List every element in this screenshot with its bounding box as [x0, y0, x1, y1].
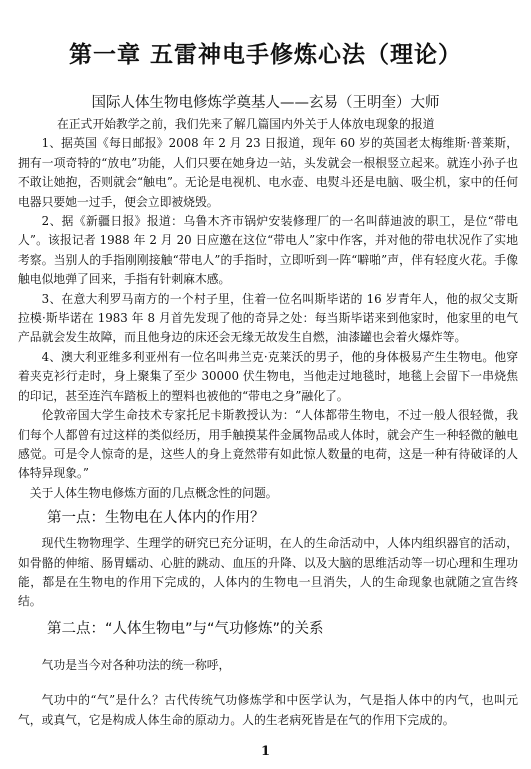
document-body [18, 115, 518, 730]
section-2-heading: 第二点：“人体生物电”与“气功修炼”的关系 [47, 620, 324, 637]
report-paragraph-4: 4、澳大利亚维多利亚州有一位名叫弗兰克·克莱沃的男子，他的身体极易产生生物电。他穿着夹克衫行走时，身上聚集了至少 30000 伏生物电，当他走过地毯时，地毯上会留下一串烧焦的印记，甚至连汽车踏板上的塑料也被他的“带电之身”融化了。 [18, 349, 518, 403]
author-line: 国际人体生物电修炼学奠基人——玄易（王明奎）大师 [91, 95, 440, 111]
chapter-title: 第一章 五雷神电手修炼心法（理论） [68, 42, 462, 68]
section-2-paragraph-1: 气功是当今对各种功法的统一称呼， [41, 657, 231, 672]
report-paragraph-1: 1、据英国《每日邮报》2008 年 2 月 23 日报道，现年 60 岁的英国老太梅维斯·普莱斯，拥有一项奇特的“放电”功能，人们只要在她身边一站，头发就会一根根竖立起来。就连小孙子也不敢让她抱，否则就会“触电”。无论是电视机、电水壶、电熨斗还是电脑、吸尘机，家中的任何电器只要她一过手，便会立即被烧毁。 [18, 136, 518, 209]
report-paragraph-2: 2、据《新疆日报》报道：乌鲁木齐市锅炉安装修理厂的一名叫薛迪波的职工，是位“带电人”。该报记者 1988 年 2 月 20 日应邀在这位“带电人”家中作客，并对他的带电状况作了实地考察。当别人的手指刚刚接触“带电人”的手指时，立即听到一阵“噼啪”声，伴有轻度火花。手像触电似地弹了回来，手指有针刺麻木感。 [18, 214, 518, 287]
professor-quote-paragraph: 伦敦帝国大学生命技术专家托尼卡斯教授认为：“人体都带生物电，不过一般人很轻微，我们每个人都曾有过这样的类似经历，用手触摸某件金属物品或人体时，就会产生一种轻微的触电感觉。可是令人惊奇的是，这些人的身上竟然带有如此惊人数量的电荷，这是一种有待破译的人体特异现象。” [18, 408, 518, 481]
section-1-text: 现代生物物理学、生理学的研究已充分证明，在人的生命活动中，人体内组织器官的活动，如骨骼的伸缩、肠胃蠕动、心脏的跳动、血压的升降、以及大脑的思维活动等一切心理和生理功能，都是在生物电的作用下完成的，人体内的生物电一旦消失，人的生命现象也就随之宣告终结。 [18, 536, 518, 609]
report-paragraph-3: 3、在意大利罗马南方的一个村子里，住着一位名叫斯毕诺的 16 岁青年人，他的叔父支斯拉模·斯毕诺在 1983 年 8 月首先发现了他的奇异之处：每当斯毕诺来到他家时，他家里的电气产品就会发生故障，而且他身边的床还会无缘无故发生自燃，油漆罐也会着火爆炸等。 [18, 291, 518, 345]
section-2-paragraph-2: 气功中的“气”是什么？古代传统气功修炼学和中医学认为，气是指人体中的内气，也叫元气，或真气，它是构成人体生命的原动力。人的生老病死皆是在气的作用下完成的。 [18, 693, 518, 727]
intro-paragraph: 在正式开始教学之前，我们先来了解几篇国内外关于人体放电现象的报道 [56, 117, 435, 131]
section-1-heading: 第一点：生物电在人体内的作用？ [47, 510, 265, 527]
transition-paragraph: 关于人体生物电修炼方面的几点概念性的问题。 [29, 485, 278, 500]
page-number: 1 [260, 744, 271, 759]
